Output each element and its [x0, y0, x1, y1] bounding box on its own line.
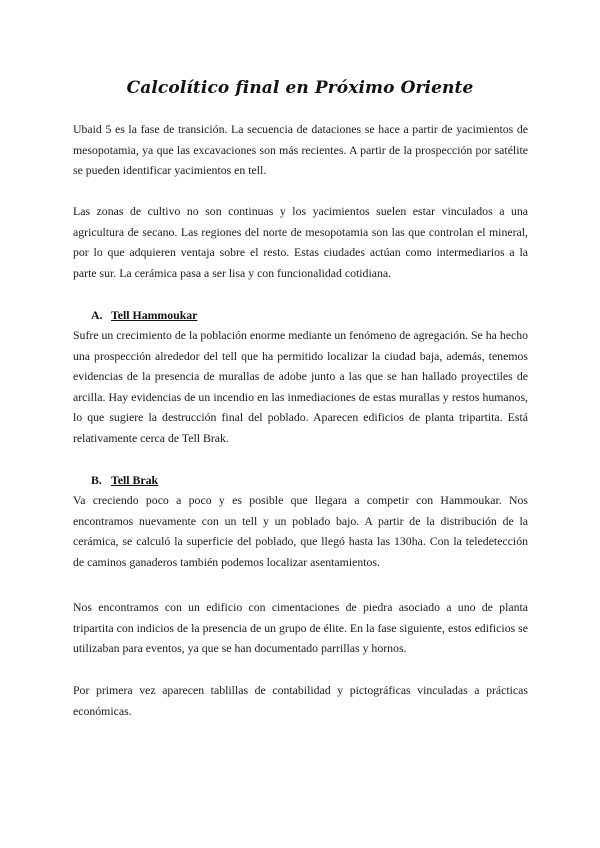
- section-title: Tell Hammoukar: [111, 308, 198, 322]
- section-letter: B.: [91, 473, 102, 487]
- page-title: Calcolítico final en Próximo Oriente: [126, 78, 474, 98]
- section-b-paragraph-2: Nos encontramos con un edificio con cimentaciones de piedra asociado a uno de planta tripartita con indicios de la presencia de un grupo de élite. En la fase siguiente, estos edificios se utilizaban para eventos, ya que se han documentado parrillas y hornos.: [73, 600, 528, 656]
- intro-paragraph-1: Ubaid 5 es la fase de transición. La secuencia de dataciones se hace a partir de yacimientos de mesopotamia, ya que las excavaciones son más recientes. A partir de la prospección por satélite se pueden identificar yacimientos en tell.: [73, 122, 528, 178]
- section-title: Tell Brak: [111, 473, 159, 487]
- section-letter: A.: [91, 308, 103, 322]
- section-b-paragraph-1: Va creciendo poco a poco y es posible que llegara a competir con Hammoukar. Nos encontramos nuevamente con un tell y un poblado bajo. A partir de la distribución de la cerámica, se calculó la superficie del poblado, que llegó hasta las 130ha. Con la teledetección de caminos ganaderos también podemos localizar asentamientos.: [73, 493, 528, 569]
- intro-paragraph-2: Las zonas de cultivo no son continuas y los yacimientos suelen estar vinculados a una agricultura de secano. Las regiones del norte de mesopotamia son las que controlan el mineral, por lo que adquieren ventaja sobre el resto. Estas ciudades actúan como intermediarios a la parte sur. La cerámica pasa a ser lisa y con funcionalidad cotidiana.: [73, 204, 528, 280]
- section-a-paragraph-1: Sufre un crecimiento de la población enorme mediante un fenómeno de agregación. Se ha hecho una prospección alrededor del tell que ha permitido localizar la ciudad baja, además, tenemos evidencias de la presencia de murallas de adobe junto a las que se han hallado proyectiles de arcilla. Hay evidencias de un incendio en las inmediaciones de estas murallas y restos humanos, lo que sugiere la destrucción final del poblado. Aparecen edificios de planta tripartita. Está relativamente cerca de Tell Brak.: [73, 328, 528, 445]
- section-heading-tell-brak: [91, 470, 158, 490]
- section-heading-tell-hammoukar: [91, 305, 197, 325]
- section-b-paragraph-3: Por primera vez aparecen tablillas de contabilidad y pictográficas vinculadas a prácticas económicas.: [73, 683, 528, 718]
